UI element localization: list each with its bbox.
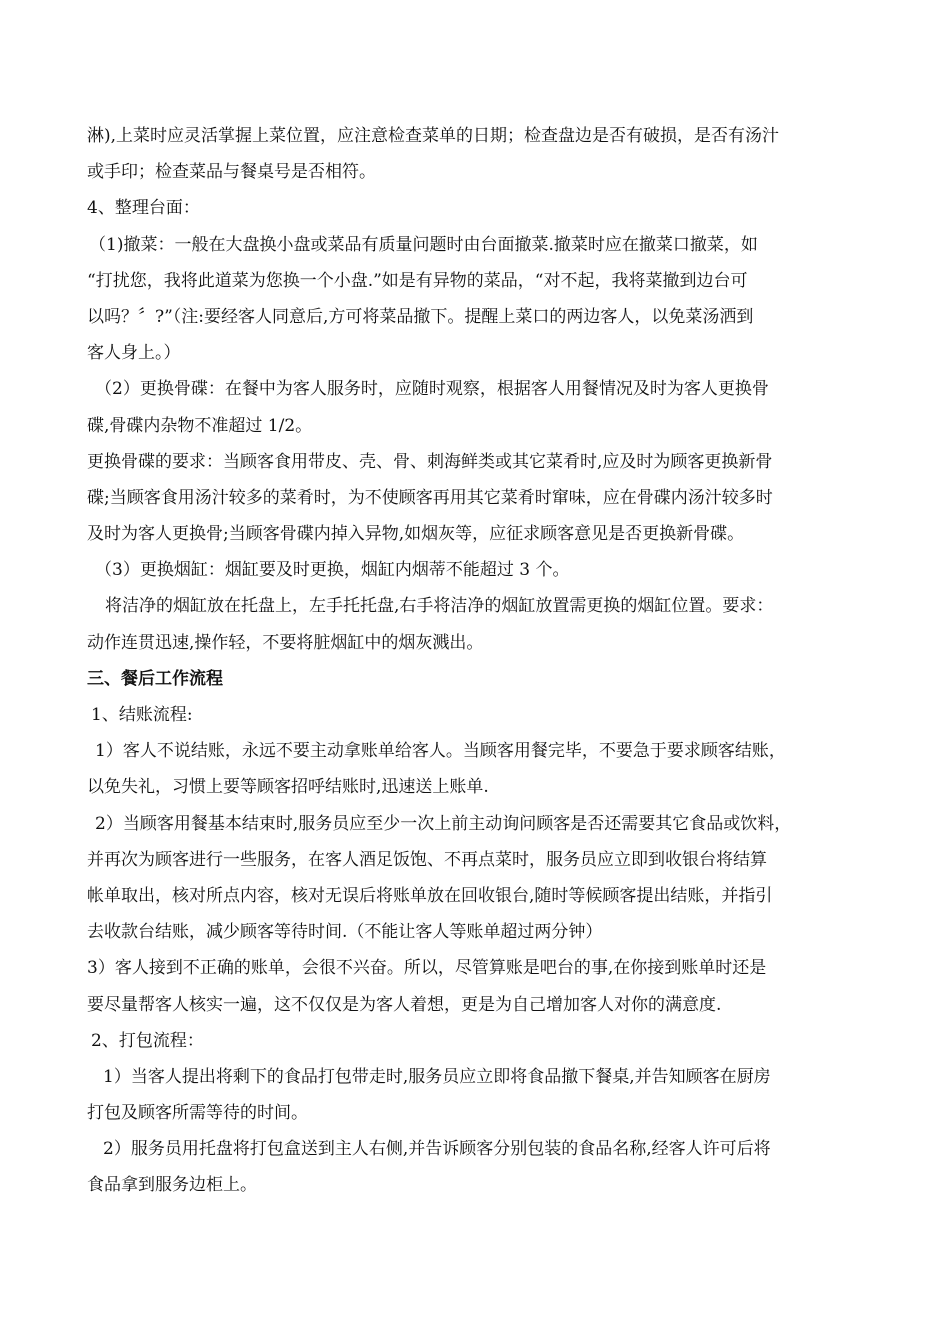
text-line: （2）更换骨碟：在餐中为客人服务时，应随时观察，根据客人用餐情况及时为客人更换骨 [95, 379, 769, 400]
section-heading: 4、整理台面： [87, 198, 200, 219]
subsection-heading: 2、打包流程： [91, 1030, 204, 1051]
text-line: 并再次为顾客进行一些服务，在客人酒足饭饱、不再点菜时，服务员应立即到收银台将结算 [87, 849, 767, 870]
text-line: 2）当顾客用餐基本结束时,服务员应至少一次上前主动询问顾客是否还需要其它食品或饮料， [95, 813, 792, 834]
text-line: 客人身上。） [87, 343, 181, 364]
text-line: 碟;当顾客食用汤汁较多的菜肴时，为不使顾客再用其它菜肴时窜味，应在骨碟内汤汁较多时 [87, 487, 773, 508]
text-line: 动作连贯迅速,操作轻，不要将脏烟缸中的烟灰溅出。 [87, 632, 484, 653]
text-line: “打扰您，我将此道菜为您换一个小盘.”如是有异物的菜品，“对不起，我将菜撤到边台可 [87, 270, 748, 291]
text-line: （1)撤菜：一般在大盘换小盘或菜品有质量问题时由台面撤菜.撤菜时应在撤菜口撤菜，如 [89, 234, 758, 255]
text-line: 打包及顾客所需等待的时间。 [87, 1103, 308, 1124]
text-line: 以吗？〞?”（注:要经客人同意后,方可将菜品撤下。提醒上菜口的两边客人，以免菜汤洒到 [87, 306, 754, 327]
text-line: 2）服务员用托盘将打包盒送到主人右侧,并告诉顾客分别包装的食品名称,经客人许可后将 [103, 1139, 771, 1160]
text-line: 帐单取出，核对所点内容，核对无误后将账单放在回收银台,随时等候顾客提出结账，并指引 [87, 885, 773, 906]
text-line: 淋),上菜时应灵活掌握上菜位置，应注意检查菜单的日期；检查盘边是否有破损，是否有汤汁 [87, 126, 780, 146]
text-line: 3）客人接到不正确的账单，会很不兴奋。所以，尽管算账是吧台的事,在你接到账单时还是 [87, 958, 767, 979]
text-line: 1）当客人提出将剩下的食品打包带走时,服务员应立即将食品撤下餐桌,并告知顾客在厨房 [103, 1066, 771, 1087]
subsection-heading: 1、结账流程: [91, 705, 193, 725]
text-line: 1）客人不说结账，永远不要主动拿账单给客人。当顾客用餐完毕，不要急于要求顾客结账， [95, 741, 786, 762]
text-line: 更换骨碟的要求：当顾客食用带皮、壳、骨、刺海鲜类或其它菜肴时,应及时为顾客更换新骨 [87, 451, 773, 472]
document-body [87, 118, 867, 1204]
text-line: 要尽量帮客人核实一遍，这不仅仅是为客人着想，更是为自己增加客人对你的满意度. [87, 994, 722, 1015]
text-line: 及时为客人更换骨;当顾客骨碟内掉入异物,如烟灰等，应征求顾客意见是否更换新骨碟。 [87, 524, 745, 545]
text-line: 食品拿到服务边柜上。 [87, 1175, 257, 1196]
text-line: （3）更换烟缸：烟缸要及时更换，烟缸内烟蒂不能超过 3 个。 [95, 560, 570, 581]
text-line: 去收款台结账，减少顾客等待时间.（不能让客人等账单超过两分钟） [87, 922, 603, 943]
text-line: 碟,骨碟内杂物不准超过 1/2。 [87, 415, 313, 436]
text-line: 将洁净的烟缸放在托盘上，左手托托盘,右手将洁净的烟缸放置需更换的烟缸位置。要求： [105, 596, 774, 617]
text-line: 或手印；检查菜品与餐桌号是否相符。 [87, 162, 376, 183]
section-heading: 三、餐后工作流程 [87, 668, 223, 689]
text-line: 以免失礼，习惯上要等顾客招呼结账时,迅速送上账单. [87, 777, 489, 798]
